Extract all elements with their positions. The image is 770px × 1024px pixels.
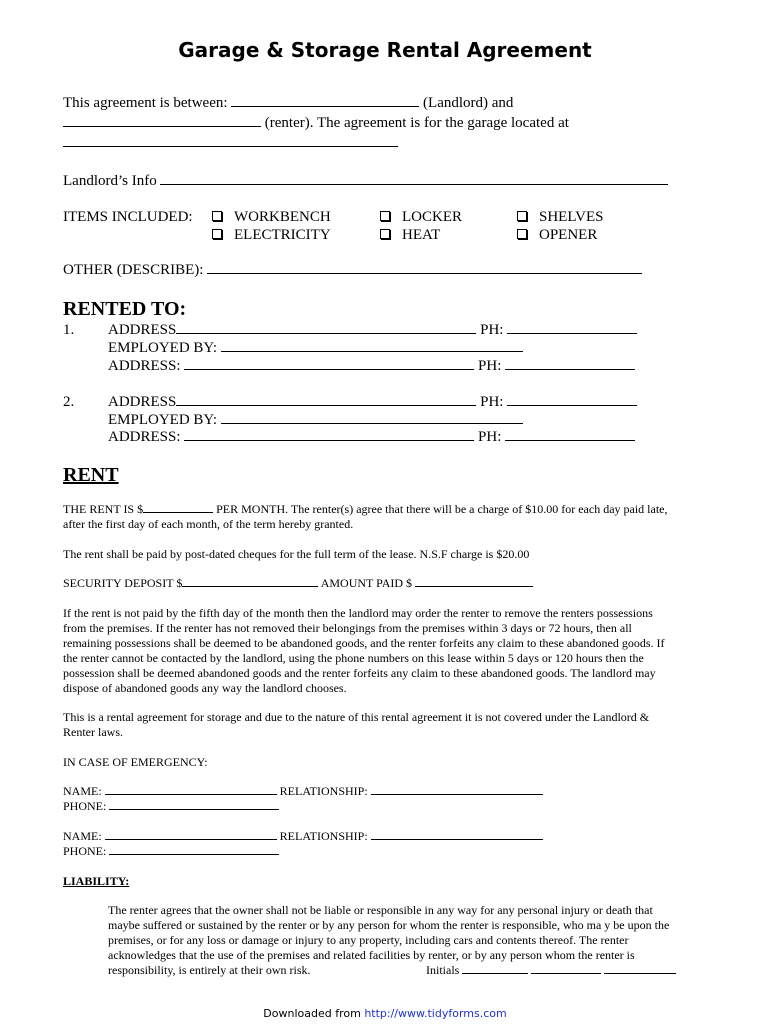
employer-field[interactable] (221, 339, 523, 352)
emergency-label: IN CASE OF EMERGENCY: (63, 755, 208, 769)
footer (0, 1007, 770, 1020)
deposit-line: SECURITY DEPOSIT $ AMOUNT PAID $ (63, 576, 533, 591)
emergency-2-phone: PHONE: (63, 844, 279, 859)
relationship-field[interactable] (371, 829, 543, 840)
para-line: If the rent is not paid by the fifth day of the month then the landlord may order the renter to remove the renters possessions (63, 606, 653, 620)
checkbox-locker[interactable]: LOCKER (380, 208, 462, 226)
rent-line-1: THE RENT IS $ PER MONTH. The renter(s) agree that there will be a charge of $10.00 for each day paid late, (63, 502, 668, 516)
renter-2-address: ADDRESS PH: (108, 393, 637, 411)
address-field[interactable] (176, 393, 476, 406)
renter-2-employed: EMPLOYED BY: (108, 411, 523, 429)
liability-line: The renter agrees that the owner shall not be liable or responsible in any way for any personal injury or death that (108, 903, 653, 917)
address-field[interactable] (176, 321, 476, 334)
renter-2-address-2: ADDRESS: PH: (108, 428, 635, 446)
liability-line: responsibility, is entirely at their own risk. (108, 963, 311, 977)
address-field[interactable] (184, 357, 474, 370)
liability-line: maybe suffered or sustained by the renter or by any person for whom the renter is responsible, who ma y be upon the (108, 918, 670, 932)
landlord-info-line: Landlord’s Info (63, 172, 668, 190)
relationship-field[interactable] (371, 784, 543, 795)
phone-field[interactable] (109, 844, 279, 855)
deposit-field[interactable] (182, 576, 318, 587)
emergency-1-name: NAME: RELATIONSHIP: (63, 784, 543, 799)
footer-text: Downloaded from (263, 1007, 365, 1020)
items-label: ITEMS INCLUDED: (63, 209, 193, 225)
para-line: from the premises. If the renter has not removed their belongings from the premises within 3 days or 72 hours, then all (63, 621, 632, 635)
address-field[interactable] (184, 428, 474, 441)
rent-cheques: The rent shall be paid by post-dated cheques for the full term of the lease. N.S.F charge is $20.00 (63, 547, 530, 561)
other-line: OTHER (DESCRIBE): (63, 261, 642, 279)
intro-line-1: This agreement is between: (Landlord) and (63, 95, 514, 111)
name-field[interactable] (105, 784, 277, 795)
emergency-1-phone: PHONE: (63, 799, 279, 814)
rented-to-heading: RENTED TO: (63, 298, 187, 320)
storage-line: This is a rental agreement for storage and due to the nature of this rental agreement it is not covered under the Landlord & (63, 710, 650, 724)
liability-heading: LIABILITY: (63, 874, 130, 888)
renter-1-employed: EMPLOYED BY: (108, 339, 523, 357)
rent-line-2: after the first day of each month, of the term hereby granted. (63, 517, 354, 531)
garage-location-field[interactable] (63, 134, 398, 152)
rent-heading: RENT (63, 464, 119, 486)
phone-field[interactable] (507, 321, 637, 334)
initials-field[interactable] (462, 963, 528, 974)
phone-field[interactable] (505, 428, 635, 441)
emergency-2-name: NAME: RELATIONSHIP: (63, 829, 543, 844)
checkbox-workbench[interactable]: WORKBENCH (212, 208, 331, 226)
tidyforms-link[interactable]: http://www.tidyforms.com (364, 1007, 507, 1020)
renter-1-address-2: ADDRESS: PH: (108, 357, 635, 375)
liability-line: acknowledges that the use of the premises and related facilities by renter, or by any person whom the renter is (108, 948, 635, 962)
phone-field[interactable] (109, 799, 279, 810)
renter-field[interactable] (63, 114, 261, 127)
para-line: the renter cannot be contacted by the landlord, using the phone numbers on this lease within 5 days or 120 hours then the (63, 651, 644, 665)
name-field[interactable] (105, 829, 277, 840)
para-line: dispose of abandoned goods any way the landlord chooses. (63, 681, 347, 695)
amount-paid-field[interactable] (415, 576, 533, 587)
checkbox-shelves[interactable]: SHELVES (517, 208, 603, 226)
intro-line-2: (renter). The agreement is for the garage located at (63, 114, 569, 132)
checkbox-heat[interactable]: HEAT (380, 226, 440, 244)
page-title: Garage & Storage Rental Agreement (178, 38, 592, 62)
initials-line: Initials (426, 963, 676, 978)
phone-field[interactable] (507, 393, 637, 406)
renter-2-number: 2. (63, 394, 75, 410)
checkbox-opener[interactable]: OPENER (517, 226, 597, 244)
phone-field[interactable] (505, 357, 635, 370)
storage-line: Renter laws. (63, 725, 123, 739)
checkbox-electricity[interactable]: ELECTRICITY (212, 226, 331, 244)
other-field[interactable] (207, 261, 642, 274)
landlord-info-field[interactable] (160, 172, 668, 185)
para-line: possession shall be deemed abandoned goods and the renter forfeits any claim to these abandoned goods. The landlord may (63, 666, 656, 680)
renter-1-number: 1. (63, 322, 75, 338)
rent-amount-field[interactable] (143, 502, 213, 513)
renter-1-address: ADDRESS PH: (108, 321, 637, 339)
para-line: remaining possessions shall be deemed to be abandoned goods, and the renter forfeits any claim to these abandoned goods. If (63, 636, 665, 650)
initials-field[interactable] (604, 963, 676, 974)
initials-field[interactable] (531, 963, 601, 974)
landlord-field[interactable] (231, 94, 419, 107)
liability-line: premises, or for any loss or damage or injury to any property, including cars and contents thereof. The renter (108, 933, 629, 947)
employer-field[interactable] (221, 411, 523, 424)
